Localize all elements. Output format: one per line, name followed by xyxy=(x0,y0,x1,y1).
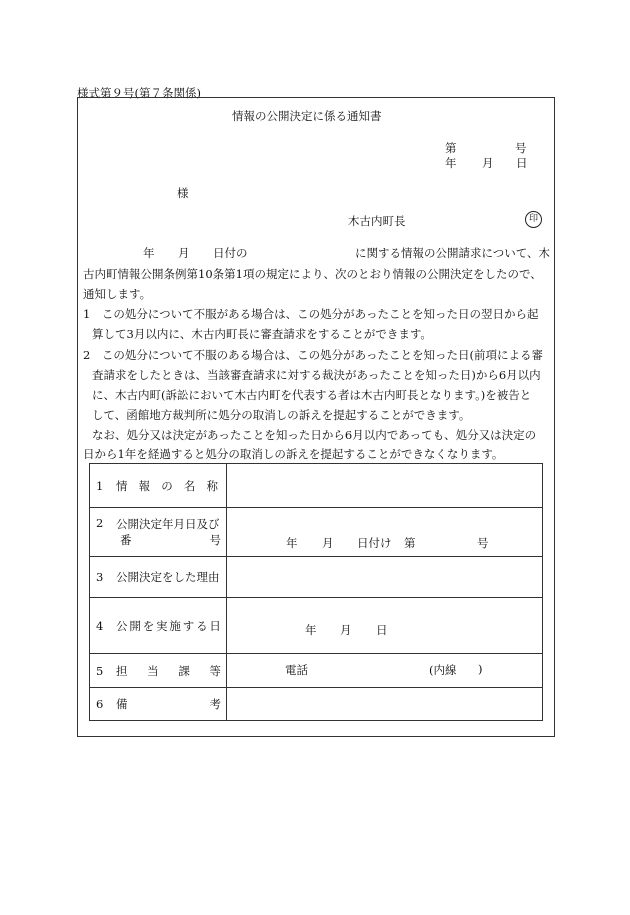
row-number: 2 xyxy=(96,516,104,530)
doc-number-dai: 第 xyxy=(445,141,457,155)
item2-line2: 査請求をしたときは、当該審査請求に対する裁決があったことを知った日)から6月以内 xyxy=(92,368,541,382)
department-value[interactable]: 電話 (内線 ) xyxy=(227,654,543,688)
table-row xyxy=(90,688,543,721)
addressee-sama: 様 xyxy=(177,186,189,200)
label-remarks: 備 考 xyxy=(116,697,221,711)
item1-line2: 算して3月以内に、木古内町長に審査請求をすることができます。 xyxy=(92,327,432,341)
body-line2: 古内町情報公開条例第10条第1項の規定により、次のとおり情報の公開決定をしたので、 xyxy=(83,267,542,281)
item1-line1: 1 この処分について不服がある場合は、この処分があったことを知った日の翌日から起 xyxy=(83,307,539,321)
label-info-name: 情 報 の 名 称 xyxy=(116,478,218,493)
body-month: 月 xyxy=(178,246,190,260)
row-number: 5 xyxy=(96,663,104,678)
body-day: 日付の xyxy=(213,246,248,260)
label-disclosure-date: 公 開 を 実 施 す る 日 xyxy=(116,618,221,633)
label-department: 担 当 課 等 xyxy=(116,663,221,678)
form-number: 様式第９号(第７条関係) xyxy=(77,86,201,100)
doc-date-month: 月 xyxy=(482,156,494,170)
row-number: 4 xyxy=(96,618,104,633)
table-row xyxy=(90,654,543,688)
table-row xyxy=(90,598,543,654)
doc-date-day: 日 xyxy=(516,156,528,170)
item2-line1: 2 この処分について不服のある場合は、この処分があったことを知った日(前項による審 xyxy=(83,348,543,362)
seal-icon: 印 xyxy=(525,211,542,228)
info-table xyxy=(89,463,543,721)
row-number: 1 xyxy=(96,478,104,493)
row-number: 3 xyxy=(96,570,104,584)
item2-line3: に、木古内町(訴訟において木古内町を代表する者は木古内町長となります。)を被告と xyxy=(92,388,532,402)
item2-line4: して、函館地方裁判所に処分の取消しの訴えを提起することができます。 xyxy=(92,408,471,422)
body-line3: 通知します。 xyxy=(83,287,152,301)
doc-number-go: 号 xyxy=(515,141,527,155)
issuer: 木古内町長 xyxy=(348,214,406,228)
disclosure-date-value[interactable]: 年 月 日 xyxy=(227,598,543,654)
table-row xyxy=(90,464,543,508)
table-row xyxy=(90,508,543,557)
body-line1: に関する情報の公開請求について、木 xyxy=(355,246,551,260)
doc-date-year: 年 xyxy=(445,156,457,170)
label-decision-reason: 公開決定をした理由 xyxy=(116,570,220,584)
decision-date-number-value[interactable]: 年 月 日付け 第 号 xyxy=(227,508,543,557)
label-decision-date-number: 公開決定年月日及び 番 号 xyxy=(116,517,221,547)
info-name-value[interactable] xyxy=(227,464,543,508)
document-title: 情報の公開決定に係る通知書 xyxy=(232,109,382,123)
note-line2: 日から1年を経過すると処分の取消しの訴えを提起することができなくなります。 xyxy=(83,447,504,461)
table-row xyxy=(90,557,543,598)
row-number: 6 xyxy=(96,697,104,711)
note-line1: なお、処分又は決定があったことを知った日から6月以内であっても、処分又は決定の xyxy=(92,428,537,442)
decision-reason-value[interactable] xyxy=(227,557,543,598)
remarks-value[interactable] xyxy=(227,688,543,721)
body-year: 年 xyxy=(143,246,155,260)
